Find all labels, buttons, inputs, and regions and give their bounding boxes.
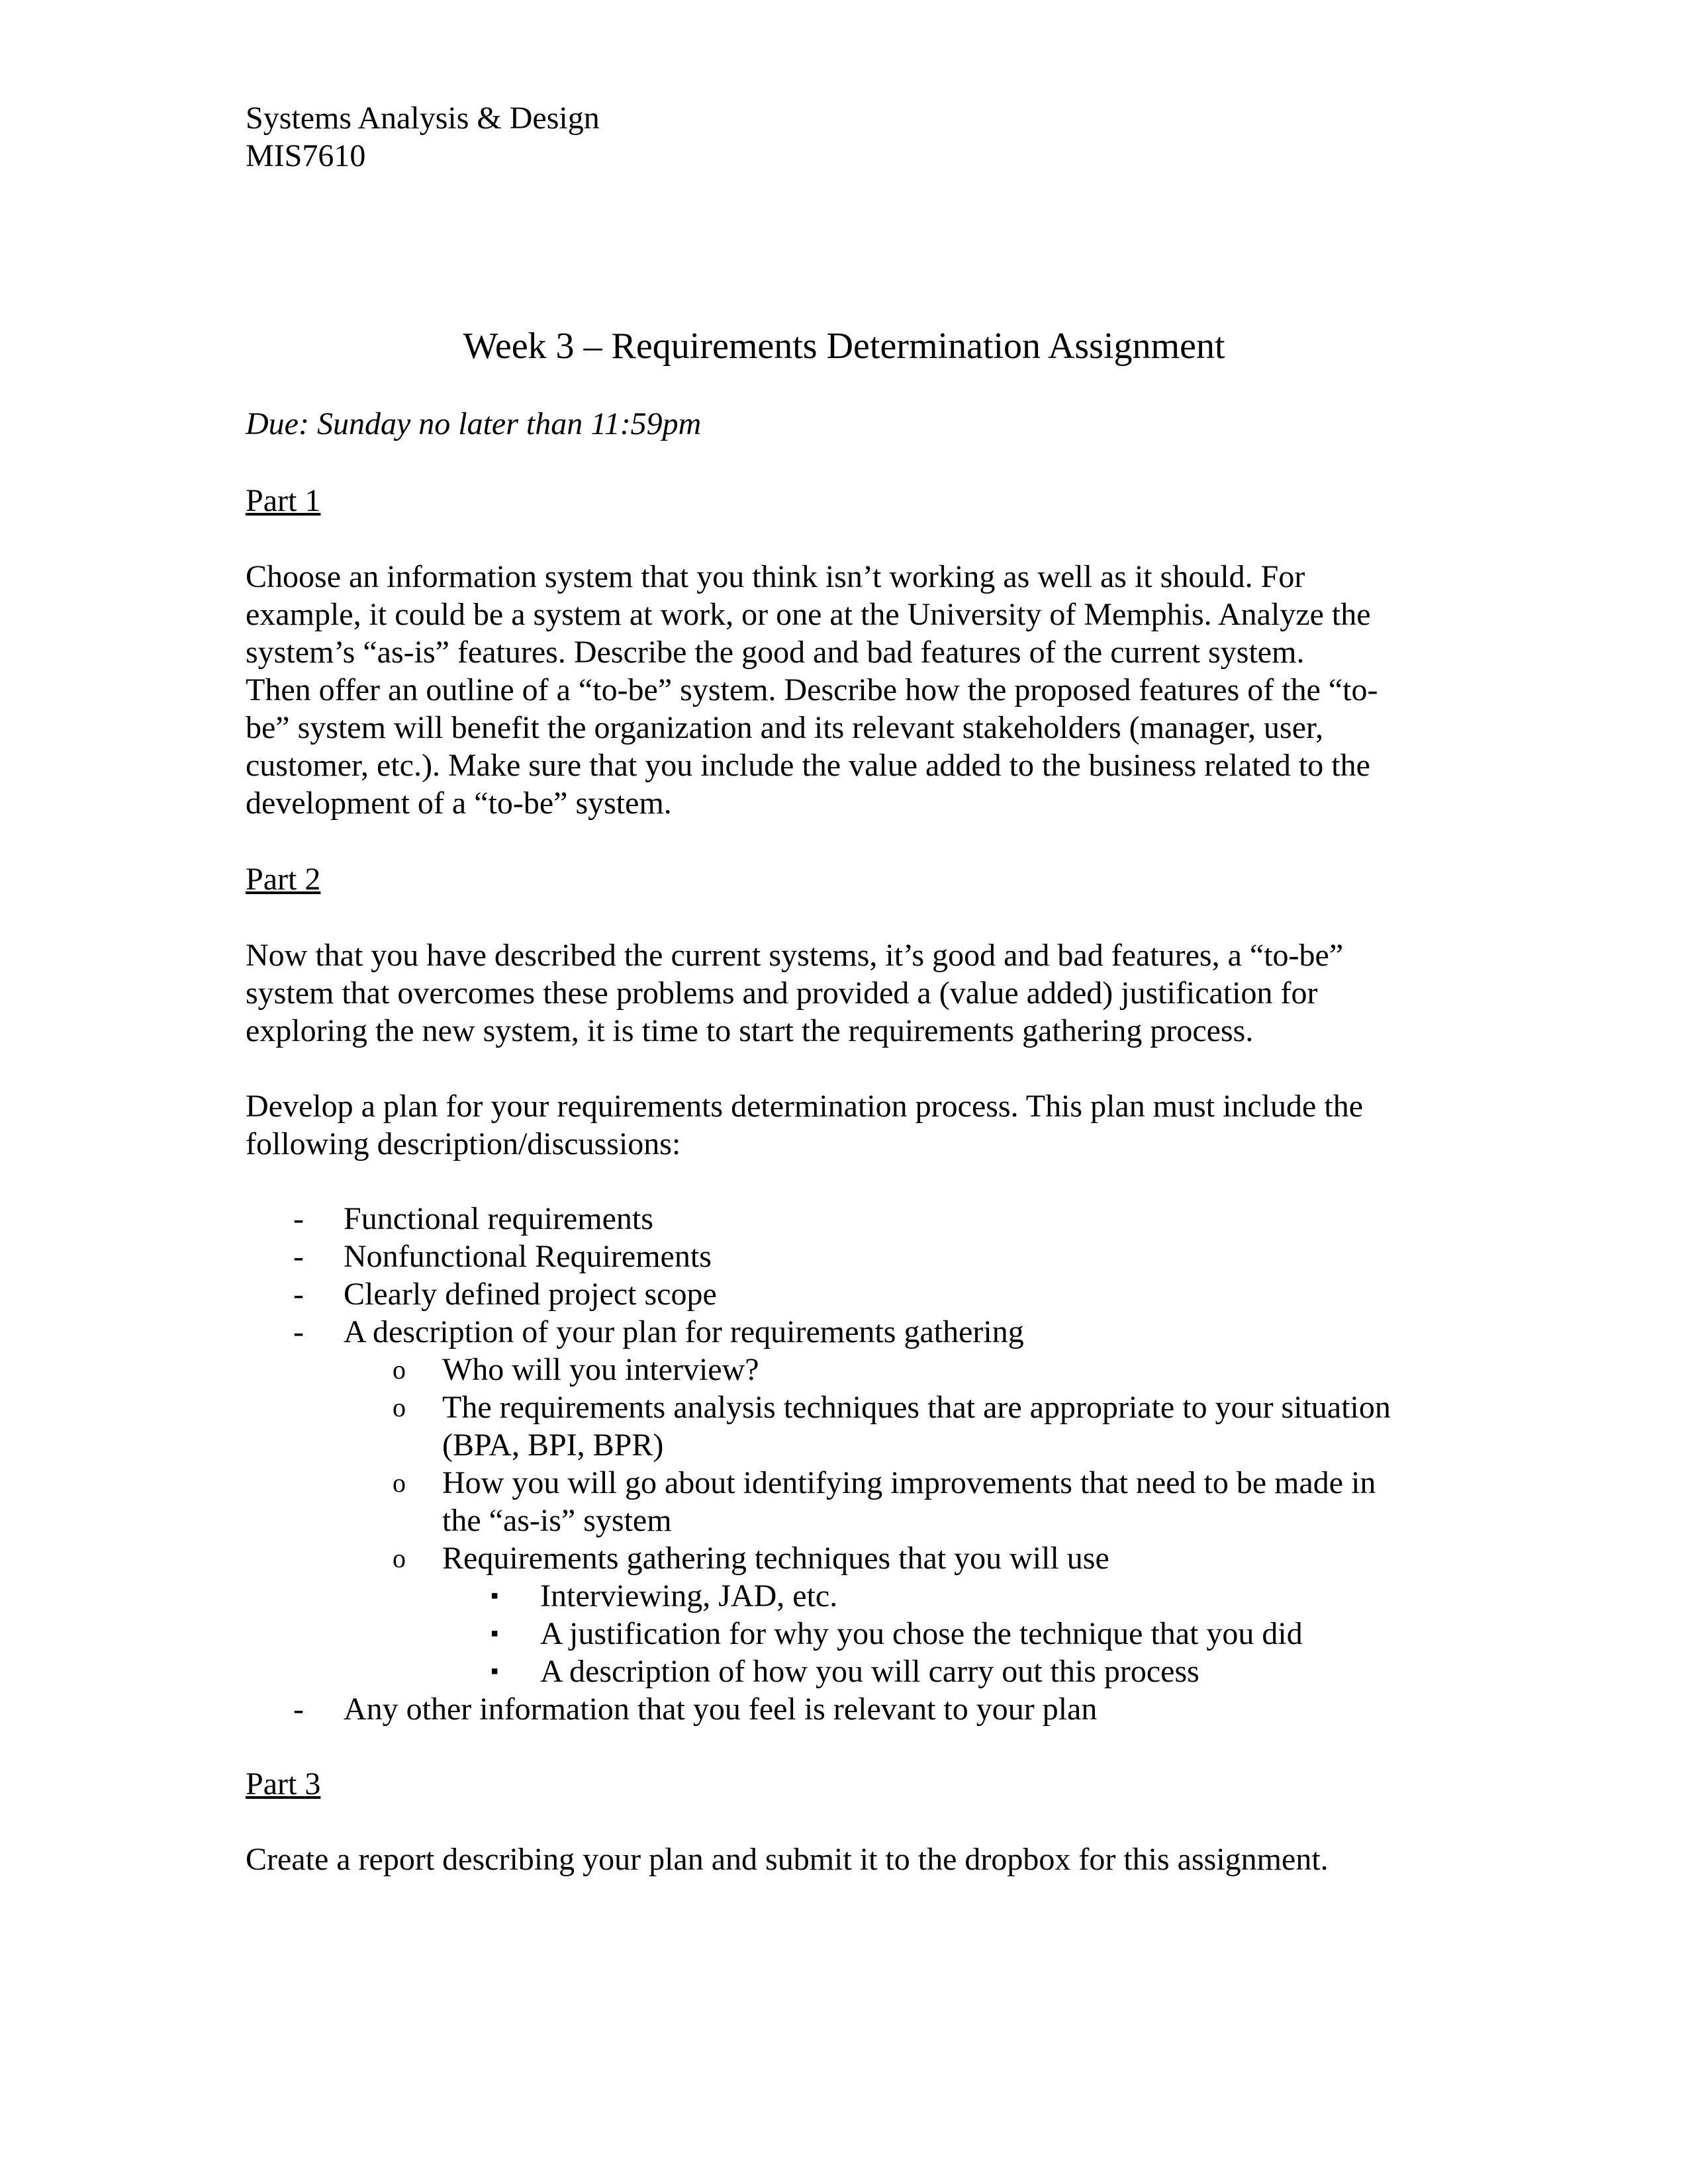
sub-list-item-continuation: (BPA, BPI, BPR): [442, 1428, 664, 1463]
paragraph-line: development of a “to-be” system.: [246, 786, 672, 821]
part1-heading: Part 1: [246, 483, 321, 518]
paragraph-line: exploring the new system, it is time to start the requirements gathering process.: [246, 1013, 1254, 1048]
part2-plan-paragraph: [246, 1087, 1444, 1163]
sub-sub-list-item: ▪ Interviewing, JAD, etc.: [491, 1578, 838, 1614]
document-header: [246, 99, 600, 175]
part1-paragraph: [246, 558, 1444, 822]
sub-list-item: o The requirements analysis techniques that are appropriate to your situation: [393, 1390, 1391, 1425]
sub-sub-list-item: ▪ A justification for why you chose the technique that you did: [491, 1616, 1303, 1651]
part3-paragraph: [246, 1841, 1444, 1878]
circle-bullet-icon: o: [393, 1355, 406, 1385]
sub-list-item-continuation: the “as-is” system: [442, 1503, 672, 1538]
part3-heading: Part 3: [246, 1766, 321, 1801]
square-bullet-icon: ▪: [491, 1584, 499, 1608]
paragraph-line: Now that you have described the current systems, it’s good and bad features, a “to-be”: [246, 938, 1344, 973]
page-title: Week 3 – Requirements Determination Assignment: [463, 326, 1225, 367]
part2-heading: Part 2: [246, 862, 321, 897]
dash-bullet-icon: -: [293, 1314, 304, 1349]
paragraph-line: system’s “as-is” features. Describe the good and bad features of the current system.: [246, 635, 1305, 670]
sub-sub-list-item: ▪ A description of how you will carry out this process: [491, 1654, 1199, 1689]
paragraph-line: Choose an information system that you think isn’t working as well as it should. For: [246, 559, 1305, 594]
dash-bullet-icon: -: [293, 1692, 304, 1727]
sub-list-item: o Who will you interview?: [393, 1352, 759, 1387]
paragraph-line: example, it could be a system at work, or one at the University of Memphis. Analyze the: [246, 597, 1371, 632]
dash-bullet-icon: -: [293, 1201, 304, 1236]
circle-bullet-icon: o: [393, 1468, 406, 1498]
paragraph-line: following description/discussions:: [246, 1126, 681, 1161]
paragraph-line: system that overcomes these problems and provided a (value added) justification for: [246, 976, 1318, 1011]
requirements-list: [246, 1200, 1477, 1728]
paragraph-line: customer, etc.). Make sure that you include the value added to the business related to the: [246, 748, 1370, 783]
sub-list-item: o How you will go about identifying improvements that need to be made in: [393, 1465, 1376, 1500]
circle-bullet-icon: o: [393, 1543, 406, 1573]
sub-list-item: o Requirements gathering techniques that you will use: [393, 1541, 1109, 1576]
list-item: - Functional requirements: [293, 1201, 653, 1236]
list-item: - Nonfunctional Requirements: [293, 1239, 712, 1274]
square-bullet-icon: ▪: [491, 1659, 499, 1684]
due-date: Due: Sunday no later than 11:59pm: [246, 406, 702, 441]
part2-intro-paragraph: [246, 936, 1444, 1050]
paragraph-line: Then offer an outline of a “to-be” system. Describe how the proposed features of the “to-: [246, 672, 1378, 707]
course-code: MIS7610: [246, 138, 366, 173]
square-bullet-icon: ▪: [491, 1621, 499, 1646]
course-name: Systems Analysis & Design: [246, 101, 600, 136]
dash-bullet-icon: -: [293, 1277, 304, 1312]
paragraph-line: Create a report describing your plan and submit it to the dropbox for this assignment.: [246, 1842, 1329, 1877]
list-item: - Any other information that you feel is relevant to your plan: [293, 1692, 1098, 1727]
dash-bullet-icon: -: [293, 1239, 304, 1274]
list-item: - Clearly defined project scope: [293, 1277, 717, 1312]
paragraph-line: be” system will benefit the organization and its relevant stakeholders (manager, user,: [246, 710, 1324, 745]
circle-bullet-icon: o: [393, 1392, 406, 1422]
paragraph-line: Develop a plan for your requirements determination process. This plan must include the: [246, 1089, 1363, 1124]
list-item: - A description of your plan for requirements gathering: [293, 1314, 1024, 1349]
